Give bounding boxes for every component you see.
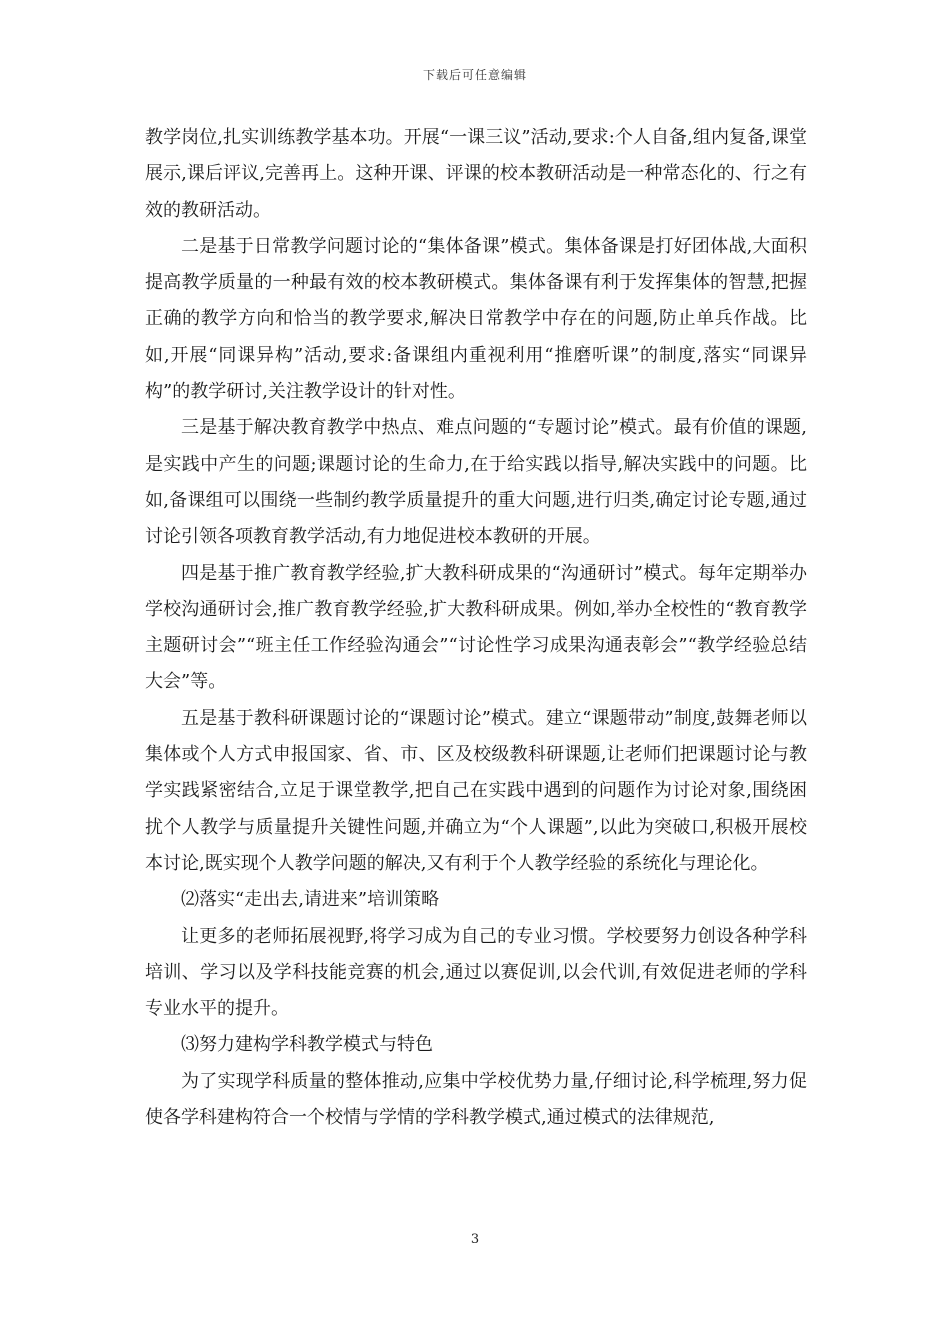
paragraph-6: 让更多的老师拓展视野,将学习成为自己的专业习惯。学校要努力创设各种学科培训、学习以及学科技能竞赛的机会,通过以赛促训,以会代训,有效促进老师的学科专业水平的提升。 [145,925,807,1020]
section-heading-2: ⑵落实“走出去,请进来”培训策略 [181,889,440,911]
paragraph-4: 四是基于推广教育教学经验,扩大教科研成果的“沟通研讨”模式。每年定期举办学校沟通研讨会,推广教育教学经验,扩大教科研成果。例如,举办全校性的“教育教学主题研讨会”“班主任工作经验沟通会”“讨论性学习成果沟通表彰会”“教学经验总结大会”等。 [145,562,807,693]
section-heading-3: ⑶努力建构学科教学模式与特色 [181,1034,433,1056]
paragraph-7: 为了实现学科质量的整体推动,应集中学校优势力量,仔细讨论,科学梳理,努力促使各学科建构符合一个校情与学情的学科教学模式,通过模式的法律规范, [145,1070,807,1129]
paragraph-1: 教学岗位,扎实训练教学基本功。开展“一课三议”活动,要求:个人自备,组内复备,课堂展示,课后评议,完善再上。这种开课、评课的校本教研活动是一种常态化的、行之有效的教研活动。 [145,127,807,221]
paragraph-5: 五是基于教科研课题讨论的“课题讨论”模式。建立“课题带动”制度,鼓舞老师以集体或个人方式申报国家、省、市、区及校级教科研课题,让老师们把课题讨论与教学实践紧密结合,立足于课堂教学,把自己在实践中遇到的问题作为讨论对象,围绕困扰个人教学与质量提升关键性问题,并确立为“个人课题”,以此为突破口,积极开展校本讨论,既实现个人教学问题的解决,又有利于个人教学经验的系统化与理论化。 [145,707,807,874]
paragraph-2: 二是基于日常教学问题讨论的“集体备课”模式。集体备课是打好团体战,大面积提高教学质量的一种最有效的校本教研模式。集体备课有利于发挥集体的智慧,把握正确的教学方向和恰当的教学要求,解决日常教学中存在的问题,防止单兵作战。比如,开展“同课异构”活动,要求:备课组内重视利用“推磨听课”的制度,落实“同课异构”的教学研讨,关注教学设计的针对性。 [145,235,807,403]
page-number: 3 [470,1232,480,1247]
document-body [145,120,807,1136]
paragraph-3: 三是基于解决教育教学中热点、难点问题的“专题讨论”模式。最有价值的课题,是实践中产生的问题;课题讨论的生命力,在于给实践以指导,解决实践中的问题。比如,备课组可以围绕一些制约教学质量提升的重大问题,进行归类,确定讨论专题,通过讨论引领各项教育教学活动,有力地促进校本教研的开展。 [145,417,807,548]
page-header: 下载后可任意编辑 [422,68,527,82]
